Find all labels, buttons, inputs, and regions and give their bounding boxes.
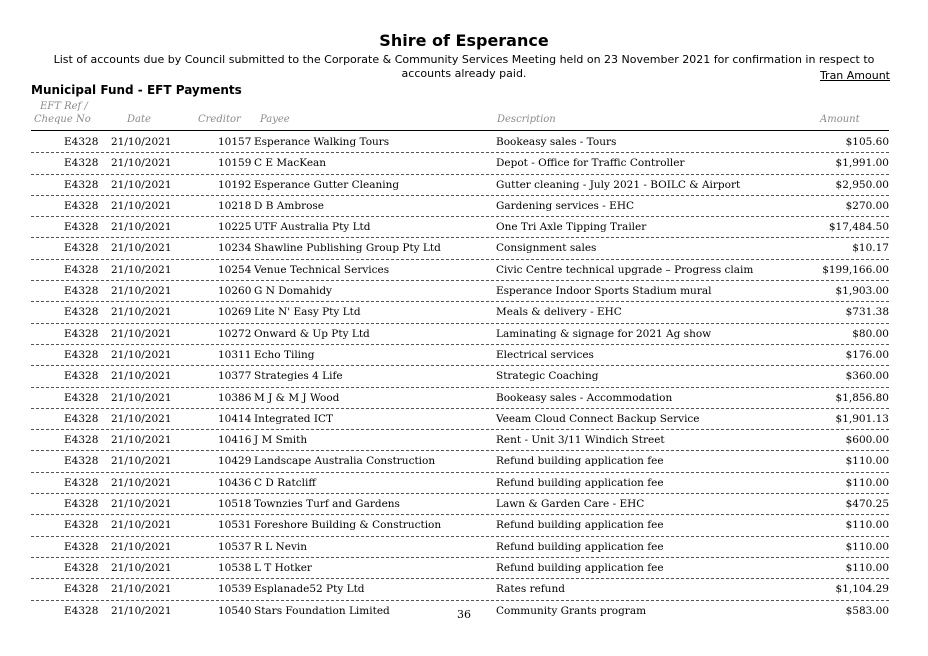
row-amount: $110.00 — [845, 540, 889, 553]
row-ref: E4328 — [64, 242, 99, 255]
table-row — [31, 451, 889, 472]
row-ref: E4328 — [64, 327, 99, 340]
row-amount: $110.00 — [845, 561, 889, 574]
row-creditor: 10254 — [218, 263, 252, 276]
row-payee: Shawline Publishing Group Pty Ltd — [254, 242, 441, 255]
row-amount: $199,166.00 — [822, 263, 889, 276]
table-row — [31, 366, 889, 387]
row-description: One Tri Axle Tipping Trailer — [496, 221, 647, 234]
table-row — [31, 260, 889, 281]
row-date: 21/10/2021 — [111, 306, 172, 319]
table-row — [31, 579, 889, 600]
row-ref: E4328 — [64, 434, 99, 447]
row-description: Rates refund — [496, 583, 565, 596]
table-row — [31, 409, 889, 430]
col-ref-line2: Cheque No — [34, 114, 91, 125]
row-amount: $1,104.29 — [835, 583, 889, 596]
row-payee: M J & M J Wood — [254, 391, 340, 404]
row-payee: Esperance Walking Tours — [254, 136, 390, 148]
row-description: Civic Centre technical upgrade – Progress claim — [496, 263, 754, 276]
row-payee: D B Ambrose — [254, 199, 325, 212]
row-creditor: 10311 — [218, 348, 252, 361]
row-creditor: 10518 — [218, 498, 252, 511]
row-amount: $1,903.00 — [835, 285, 889, 298]
row-description: Bookeasy sales - Accommodation — [496, 391, 673, 404]
row-ref: E4328 — [64, 285, 99, 298]
row-payee: Esperance Gutter Cleaning — [254, 178, 400, 191]
row-creditor: 10272 — [218, 327, 252, 340]
row-ref: E4328 — [64, 540, 99, 553]
row-ref: E4328 — [64, 561, 99, 574]
row-description: Rent - Unit 3/11 Windich Street — [496, 434, 665, 447]
row-amount: $470.25 — [845, 498, 889, 511]
row-date: 21/10/2021 — [111, 583, 172, 596]
table-row — [31, 238, 889, 259]
row-description: Refund building application fee — [496, 540, 664, 553]
row-creditor: 10269 — [218, 306, 252, 319]
row-date: 21/10/2021 — [111, 242, 172, 255]
row-creditor: 10539 — [218, 583, 252, 596]
row-date: 21/10/2021 — [111, 476, 172, 489]
row-payee: J M Smith — [254, 434, 308, 447]
row-description: Refund building application fee — [496, 519, 664, 532]
row-creditor: 10157 — [218, 136, 252, 148]
row-payee: Strategies 4 Life — [254, 370, 343, 383]
row-creditor: 10531 — [218, 519, 252, 532]
row-date: 21/10/2021 — [111, 370, 172, 383]
row-description: Lawn & Garden Care - EHC — [496, 498, 645, 511]
row-amount: $1,901.13 — [835, 412, 889, 425]
row-creditor: 10225 — [218, 221, 252, 234]
row-payee: C E MacKean — [254, 157, 327, 170]
table-row — [31, 132, 889, 153]
row-ref: E4328 — [64, 263, 99, 276]
row-date: 21/10/2021 — [111, 136, 172, 148]
row-creditor: 10414 — [218, 412, 252, 425]
table-row — [31, 196, 889, 217]
row-amount: $110.00 — [845, 455, 889, 468]
row-date: 21/10/2021 — [111, 285, 172, 298]
row-ref: E4328 — [64, 519, 99, 532]
col-creditor: Creditor — [198, 114, 241, 125]
row-date: 21/10/2021 — [111, 519, 172, 532]
row-payee: Landscape Australia Construction — [254, 455, 436, 468]
row-description: Refund building application fee — [496, 476, 664, 489]
row-amount: $2,950.00 — [835, 178, 889, 191]
col-date: Date — [127, 114, 151, 125]
row-creditor: 10537 — [218, 540, 252, 553]
row-ref: E4328 — [64, 412, 99, 425]
row-date: 21/10/2021 — [111, 561, 172, 574]
row-payee: L T Hotker — [254, 561, 312, 574]
col-amount: Amount — [820, 114, 860, 125]
row-payee: R L Nevin — [254, 540, 308, 553]
row-ref: E4328 — [64, 136, 99, 148]
table-row — [31, 175, 889, 196]
page-title: Shire of Esperance — [379, 31, 549, 50]
table-row — [31, 494, 889, 515]
row-amount: $1,991.00 — [835, 157, 889, 170]
row-creditor: 10416 — [218, 434, 252, 447]
row-date: 21/10/2021 — [111, 498, 172, 511]
row-creditor: 10538 — [218, 561, 252, 574]
row-creditor: 10377 — [218, 370, 252, 383]
row-ref: E4328 — [64, 221, 99, 234]
row-date: 21/10/2021 — [111, 221, 172, 234]
payments-table — [0, 132, 928, 621]
row-description: Refund building application fee — [496, 455, 664, 468]
row-payee: UTF Australia Pty Ltd — [254, 221, 371, 234]
row-date: 21/10/2021 — [111, 391, 172, 404]
row-ref: E4328 — [64, 178, 99, 191]
row-description: Bookeasy sales - Tours — [496, 136, 617, 148]
row-amount: $176.00 — [845, 348, 889, 361]
row-amount: $360.00 — [845, 370, 889, 383]
row-creditor: 10192 — [218, 178, 252, 191]
row-ref: E4328 — [64, 604, 99, 617]
row-date: 21/10/2021 — [111, 178, 172, 191]
section-heading: Municipal Fund - EFT Payments — [31, 83, 242, 97]
row-ref: E4328 — [64, 498, 99, 511]
row-ref: E4328 — [64, 306, 99, 319]
row-amount: $105.60 — [845, 136, 889, 148]
row-creditor: 10159 — [218, 157, 252, 170]
row-payee: Venue Technical Services — [254, 263, 390, 276]
row-amount: $10.17 — [852, 242, 889, 255]
row-creditor: 10234 — [218, 242, 252, 255]
row-date: 21/10/2021 — [111, 199, 172, 212]
row-creditor: 10540 — [218, 604, 252, 617]
row-date: 21/10/2021 — [111, 263, 172, 276]
row-payee: G N Domahidy — [254, 285, 332, 298]
row-amount: $17,484.50 — [828, 221, 889, 234]
col-payee: Payee — [260, 114, 290, 125]
row-ref: E4328 — [64, 391, 99, 404]
col-ref-line1: EFT Ref / — [40, 101, 88, 112]
row-description: Depot - Office for Traffic Controller — [496, 157, 685, 170]
row-date: 21/10/2021 — [111, 157, 172, 170]
row-ref: E4328 — [64, 476, 99, 489]
row-date: 21/10/2021 — [111, 540, 172, 553]
row-description: Laminating & signage for 2021 Ag show — [496, 327, 712, 340]
row-amount: $110.00 — [845, 476, 889, 489]
row-creditor: 10386 — [218, 391, 252, 404]
row-description: Meals & delivery - EHC — [496, 306, 622, 319]
row-ref: E4328 — [64, 348, 99, 361]
row-payee: Stars Foundation Limited — [254, 604, 390, 617]
row-payee: C D Ratcliff — [254, 476, 316, 489]
row-ref: E4328 — [64, 455, 99, 468]
table-row — [31, 515, 889, 536]
table-row — [31, 345, 889, 366]
table-row — [31, 217, 889, 238]
page-number: 36 — [457, 608, 471, 621]
row-description: Refund building application fee — [496, 561, 664, 574]
row-description: Gutter cleaning - July 2021 - BOILC & Airport — [496, 178, 741, 191]
row-creditor: 10436 — [218, 476, 252, 489]
row-amount: $270.00 — [845, 199, 889, 212]
row-payee: Foreshore Building & Construction — [254, 519, 442, 532]
table-row — [31, 558, 889, 579]
row-payee: Townzies Turf and Gardens — [254, 498, 400, 511]
row-description: Electrical services — [496, 348, 594, 361]
col-description: Description — [497, 114, 556, 125]
row-ref: E4328 — [64, 157, 99, 170]
tran-amount-label: Tran Amount — [819, 69, 890, 82]
row-date: 21/10/2021 — [111, 348, 172, 361]
table-row — [31, 388, 889, 409]
row-payee: Esplanade52 Pty Ltd — [254, 583, 365, 596]
table-header — [0, 101, 928, 129]
table-row — [31, 537, 889, 558]
row-payee: Echo Tiling — [254, 348, 315, 361]
row-creditor: 10218 — [218, 199, 252, 212]
row-date: 21/10/2021 — [111, 327, 172, 340]
row-payee: Integrated ICT — [254, 412, 334, 425]
row-date: 21/10/2021 — [111, 434, 172, 447]
row-ref: E4328 — [64, 370, 99, 383]
table-row — [31, 430, 889, 451]
row-description: Veeam Cloud Connect Backup Service — [496, 412, 700, 425]
row-date: 21/10/2021 — [111, 412, 172, 425]
row-payee: Onward & Up Pty Ltd — [254, 327, 370, 340]
row-amount: $583.00 — [845, 604, 889, 617]
row-amount: $731.38 — [845, 306, 889, 319]
row-description: Gardening services - EHC — [496, 199, 635, 212]
row-description: Consignment sales — [496, 242, 597, 255]
report-subtitle: List of accounts due by Council submitted to the Corporate & Community Services Meeting held on 23 November 2021 for confirmation in respect to accounts already paid. — [53, 53, 875, 80]
row-payee: Lite N' Easy Pty Ltd — [254, 306, 361, 319]
table-row — [31, 153, 889, 174]
table-row — [31, 281, 889, 302]
row-creditor: 10429 — [218, 455, 252, 468]
header-rule — [31, 130, 889, 131]
row-creditor: 10260 — [218, 285, 252, 298]
row-description: Community Grants program — [496, 604, 647, 617]
row-amount: $110.00 — [845, 519, 889, 532]
row-ref: E4328 — [64, 583, 99, 596]
row-description: Strategic Coaching — [496, 370, 599, 383]
row-date: 21/10/2021 — [111, 604, 172, 617]
table-row — [31, 473, 889, 494]
row-amount: $80.00 — [852, 327, 889, 340]
row-amount: $1,856.80 — [835, 391, 889, 404]
table-row — [31, 302, 889, 323]
row-date: 21/10/2021 — [111, 455, 172, 468]
row-amount: $600.00 — [845, 434, 889, 447]
row-description: Esperance Indoor Sports Stadium mural — [496, 285, 712, 298]
table-row — [31, 324, 889, 345]
row-ref: E4328 — [64, 199, 99, 212]
